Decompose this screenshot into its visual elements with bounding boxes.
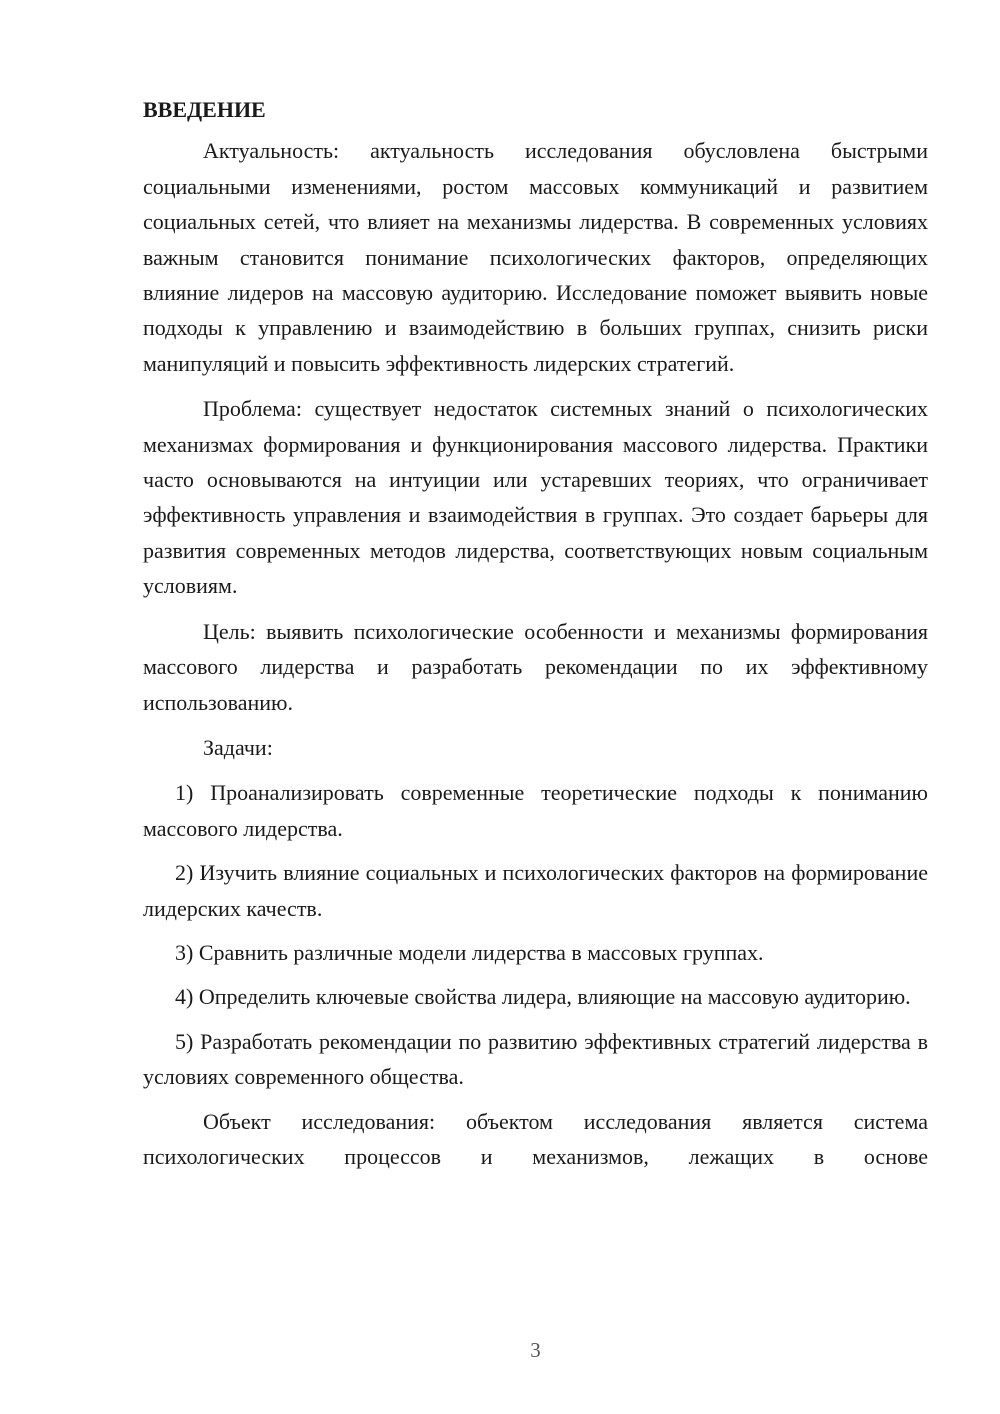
- task-item-2: 2) Изучить влияние социальных и психологических факторов на формирование лидерских качеств.: [143, 860, 928, 921]
- tasks-heading: Задачи:: [203, 734, 273, 760]
- page-number: 3: [530, 1338, 541, 1362]
- page-content: [143, 92, 928, 1184]
- goal-paragraph: Цель: выявить психологические особенности и механизмы формирования массового лидерства и разработать рекомендации по их эффективному использованию.: [143, 618, 928, 715]
- task-item-4: 4) Определить ключевые свойства лидера, влияющие на массовую аудиторию.: [175, 984, 911, 1010]
- problem-paragraph: Проблема: существует недостаток системных знаний о психологических механизмах формирования и функционирования массового лидерства. Практики часто основываются на интуиции или устаревших теориях, что ограничивает эффективность управления и взаимодействия в группах. Это создает барьеры для развития современных методов лидерства, соответствующих новым социальным условиям.: [143, 396, 928, 599]
- object-paragraph: Объект исследования: объектом исследования является система психологических процессов и механизмов, лежащих в основе: [143, 1108, 928, 1169]
- relevance-paragraph: Актуальность: актуальность исследования обусловлена быстрыми социальными изменениями, ростом массовых коммуникаций и развитием социальных сетей, что влияет на механизмы лидерства. В современных условиях важным становится понимание психологических факторов, определяющих влияние лидеров на массовую аудиторию. Исследование поможет выявить новые подходы к управлению и взаимодействию в больших группах, снизить риски манипуляций и повысить эффективность лидерских стратегий.: [143, 138, 928, 376]
- task-item-3: 3) Сравнить различные модели лидерства в массовых группах.: [175, 939, 764, 965]
- task-item-5: 5) Разработать рекомендации по развитию эффективных стратегий лидерства в условиях современного общества.: [143, 1028, 928, 1090]
- section-title: ВВЕДЕНИЕ: [143, 97, 266, 122]
- task-item-1: 1) Проанализировать современные теоретические подходы к пониманию массового лидерства.: [143, 780, 928, 841]
